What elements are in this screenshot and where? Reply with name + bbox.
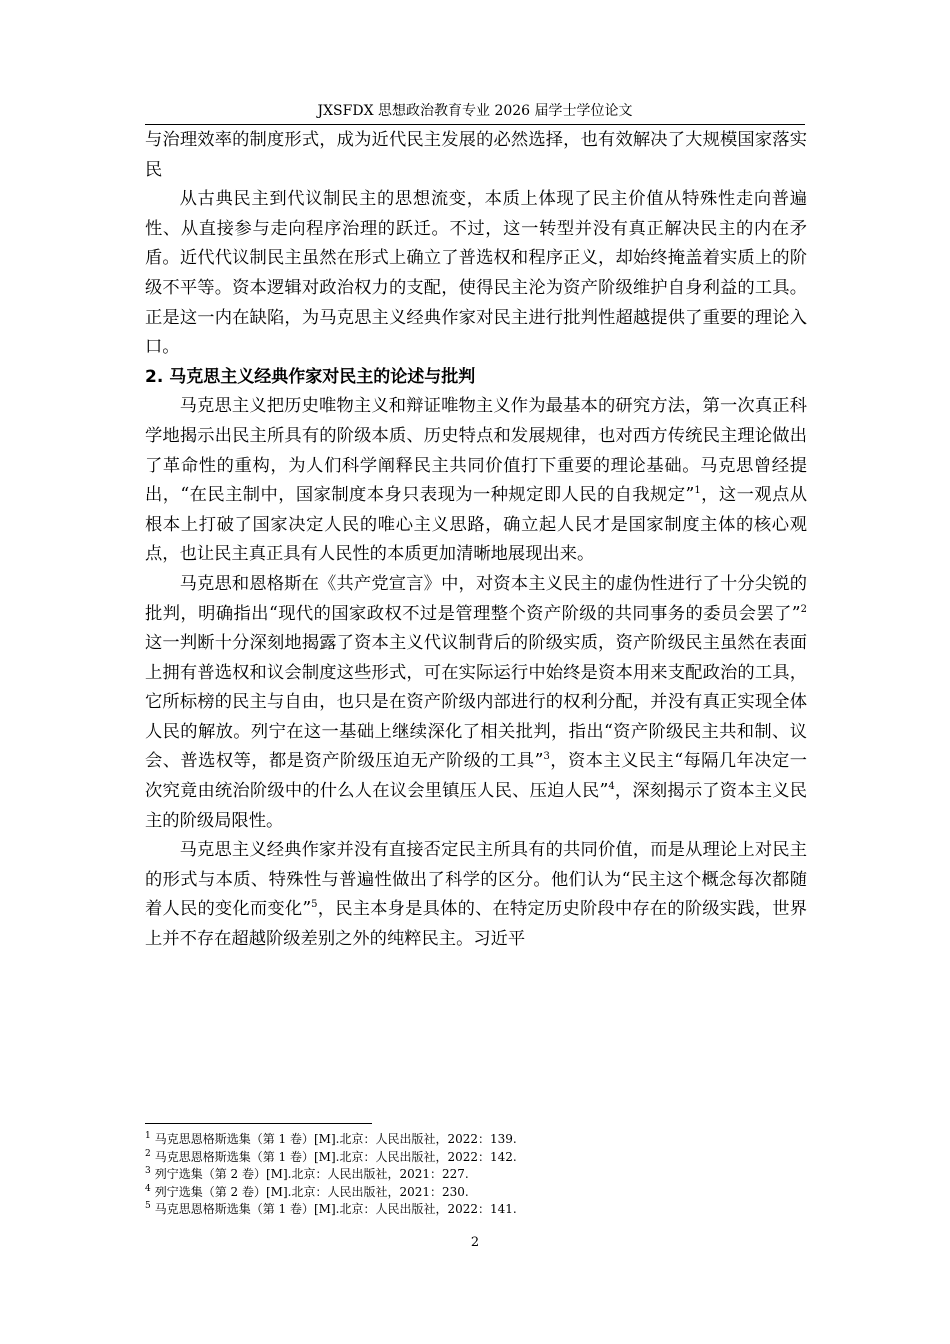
footnote-text: 马克思恩格斯选集（第 1 卷）[M].北京：人民出版社，2022：141. xyxy=(154,1202,517,1216)
paragraph-marxism-method xyxy=(145,392,807,570)
footnote-text: 马克思恩格斯选集（第 1 卷）[M].北京：人民出版社，2022：139. xyxy=(154,1132,517,1146)
footnotes xyxy=(145,1131,807,1219)
footnote-text: 马克思恩格斯选集（第 1 卷）[M].北京：人民出版社，2022：142. xyxy=(154,1149,517,1164)
footnote-1 xyxy=(145,1131,807,1149)
text-run: ，这一观点从根本上打破了国家决定人民的唯心主义思路，确立起人民才是国家制度主体的核心观点，也让民主真正具有人民性的本质更加清晰地展现出来。 xyxy=(145,485,807,565)
running-header: JXSFDX 思想政治教育专业 2026 届学士学位论文 xyxy=(145,98,805,125)
text-run: 马克思主义把历史唯物主义和辩证唯物主义作为最基本的研究方法，第一次真正科学地揭示出民主所具有的阶级本质、历史特点和发展规律，也对西方传统民主理论做出了革命性的重构，为人们科学阐释民主共同价值打下重要的理论基础。马克思曾经提出，“在民主制中，国家制度本身只表现为一种规定即人民的自我规定” xyxy=(145,396,807,506)
footnote-2 xyxy=(145,1149,807,1167)
footnote-separator xyxy=(145,1123,372,1124)
footnote-number: 2 xyxy=(145,1148,151,1159)
footnote-ref-2[interactable]: 2 xyxy=(800,603,807,615)
footnote-ref-1[interactable]: 1 xyxy=(694,485,701,497)
footnote-4 xyxy=(145,1184,807,1202)
paragraph-democracy-evolution: 从古典民主到代议制民主的思想流变，本质上体现了民主价值从特殊性走向普遍性、从直接参与走向程序治理的跃迁。不过，这一转型并没有真正解决民主的内在矛盾。近代代议制民主虽然在形式上确立了普选权和程序正义，却始终掩盖着实质上的阶级不平等。资本逻辑对政治权力的支配，使得民主沦为资产阶级维护自身利益的工具。正是这一内在缺陷，为马克思主义经典作家对民主进行批判性超越提供了重要的理论入口。 xyxy=(145,189,807,358)
footnote-ref-5[interactable]: 5 xyxy=(311,899,318,911)
footnote-ref-4[interactable]: 4 xyxy=(608,781,615,793)
footnote-number: 1 xyxy=(145,1131,151,1141)
text-run: 马克思和恩格斯在《共产党宣言》中，对资本主义民主的虚伪性进行了十分尖锐的批判，明确指出“现代的国家政权不过是管理整个资产阶级的共同事务的委员会罢了” xyxy=(145,573,807,624)
footnote-3 xyxy=(145,1166,807,1184)
body-text xyxy=(145,126,807,955)
footnote-number: 5 xyxy=(145,1201,151,1211)
text-run: ，资本主义民主“每隔几年决定一次究竟由统治阶级中的什么人在议会里镇压人民、压迫人民” xyxy=(145,751,807,802)
text-run: 马克思主义经典作家并没有直接否定民主所具有的共同价值，而是从理论上对民主的形式与本质、特殊性与普遍性做出了科学的区分。他们认为“民主这个概念每次都随着人民的变化而变化” xyxy=(145,840,807,920)
section-heading: 2. 马克思主义经典作家对民主的论述与批判 xyxy=(145,366,476,387)
footnote-text: 列宁选集（第 2 卷）[M].北京：人民出版社，2021：230. xyxy=(154,1184,469,1199)
page-number: 2 xyxy=(470,1235,480,1250)
footnote-5 xyxy=(145,1201,807,1219)
text-run: ，民主本身是具体的、在特定历史阶段中存在的阶级实践，世界上并不存在超越阶级差别之外的纯粹民主。习近平 xyxy=(145,899,807,950)
paragraph-common-value xyxy=(145,836,807,954)
footnote-number: 3 xyxy=(145,1166,151,1176)
paragraph-communist-manifesto xyxy=(145,570,807,836)
text-run: ，深刻揭示了资本主义民主的阶级局限性。 xyxy=(145,781,807,831)
footnote-ref-3[interactable]: 3 xyxy=(543,751,550,763)
text-run: 这一判断十分深刻地揭露了资本主义代议制背后的阶级实质，资产阶级民主虽然在表面上拥有普选权和议会制度这些形式，可在实际运行中始终是资本用来支配政治的工具，它所标榜的民主与自由，也只是在资产阶级内部进行的权利分配，并没有真正实现全体人民的解放。列宁在这一基础上继续深化了相关批判，指出“资产阶级民主共和制、议会、普选权等，都是资产阶级压迫无产阶级的工具” xyxy=(145,633,807,772)
footnote-text: 列宁选集（第 2 卷）[M].北京：人民出版社，2021：227. xyxy=(154,1167,469,1181)
paragraph-continuation: 与治理效率的制度形式，成为近代民主发展的必然选择，也有效解决了大规模国家落实民 xyxy=(145,130,807,180)
footnote-number: 4 xyxy=(145,1183,151,1194)
